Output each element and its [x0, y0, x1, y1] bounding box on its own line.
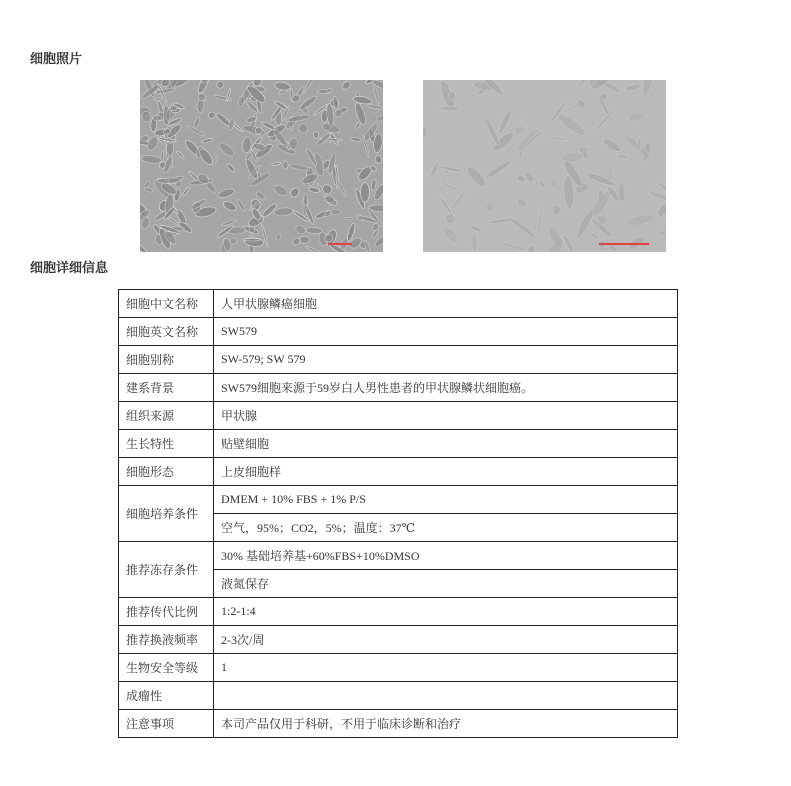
- row-value: DMEM + 10% FBS + 1% P/S: [214, 486, 678, 514]
- table-row: [119, 654, 678, 682]
- table-row: [119, 318, 678, 346]
- row-value: [214, 682, 678, 710]
- row-key: 细胞别称: [119, 346, 214, 374]
- table-row: [119, 542, 678, 570]
- row-value: 上皮细胞样: [214, 458, 678, 486]
- table-row: [119, 626, 678, 654]
- section-title-cell-photos: 细胞照片: [30, 52, 83, 67]
- row-key: 细胞形态: [119, 458, 214, 486]
- row-value: 30% 基础培养基+60%FBS+10%DMSO: [214, 542, 678, 570]
- row-key: 建系背景: [119, 374, 214, 402]
- table-row: [119, 598, 678, 626]
- row-key: 细胞英文名称: [119, 318, 214, 346]
- row-key: 推荐冻存条件: [119, 542, 214, 598]
- table-row: [119, 486, 678, 514]
- table-row: [119, 682, 678, 710]
- row-value: 人甲状腺鳞癌细胞: [214, 290, 678, 318]
- cell-photo-2: [423, 80, 666, 252]
- section-title-cell-details: 细胞详细信息: [30, 261, 109, 276]
- row-value: 2-3次/周: [214, 626, 678, 654]
- row-value: SW579细胞来源于59岁白人男性患者的甲状腺鳞状细胞癌。: [214, 374, 678, 402]
- row-value: 液氮保存: [214, 570, 678, 598]
- row-key: 生物安全等级: [119, 654, 214, 682]
- table-row: [119, 710, 678, 738]
- table-row: [119, 402, 678, 430]
- row-value: 空气，95%；CO2，5%；温度：37℃: [214, 514, 678, 542]
- cell-info-table: [118, 289, 678, 738]
- row-value: 甲状腺: [214, 402, 678, 430]
- row-key: 推荐换液频率: [119, 626, 214, 654]
- table-row: [119, 430, 678, 458]
- row-key: 细胞中文名称: [119, 290, 214, 318]
- row-key: 细胞培养条件: [119, 486, 214, 542]
- table-row: [119, 374, 678, 402]
- cell-photo-1: [140, 80, 383, 252]
- row-value: 1:2-1:4: [214, 598, 678, 626]
- row-value: SW579: [214, 318, 678, 346]
- row-value: SW-579; SW 579: [214, 346, 678, 374]
- table-row: [119, 290, 678, 318]
- row-key: 推荐传代比例: [119, 598, 214, 626]
- row-value: 本司产品仅用于科研，不用于临床诊断和治疗: [214, 710, 678, 738]
- row-value: 1: [214, 654, 678, 682]
- row-key: 组织来源: [119, 402, 214, 430]
- row-value: 贴壁细胞: [214, 430, 678, 458]
- row-key: 注意事项: [119, 710, 214, 738]
- table-row: [119, 346, 678, 374]
- row-key: 生长特性: [119, 430, 214, 458]
- row-key: 成瘤性: [119, 682, 214, 710]
- table-row: [119, 458, 678, 486]
